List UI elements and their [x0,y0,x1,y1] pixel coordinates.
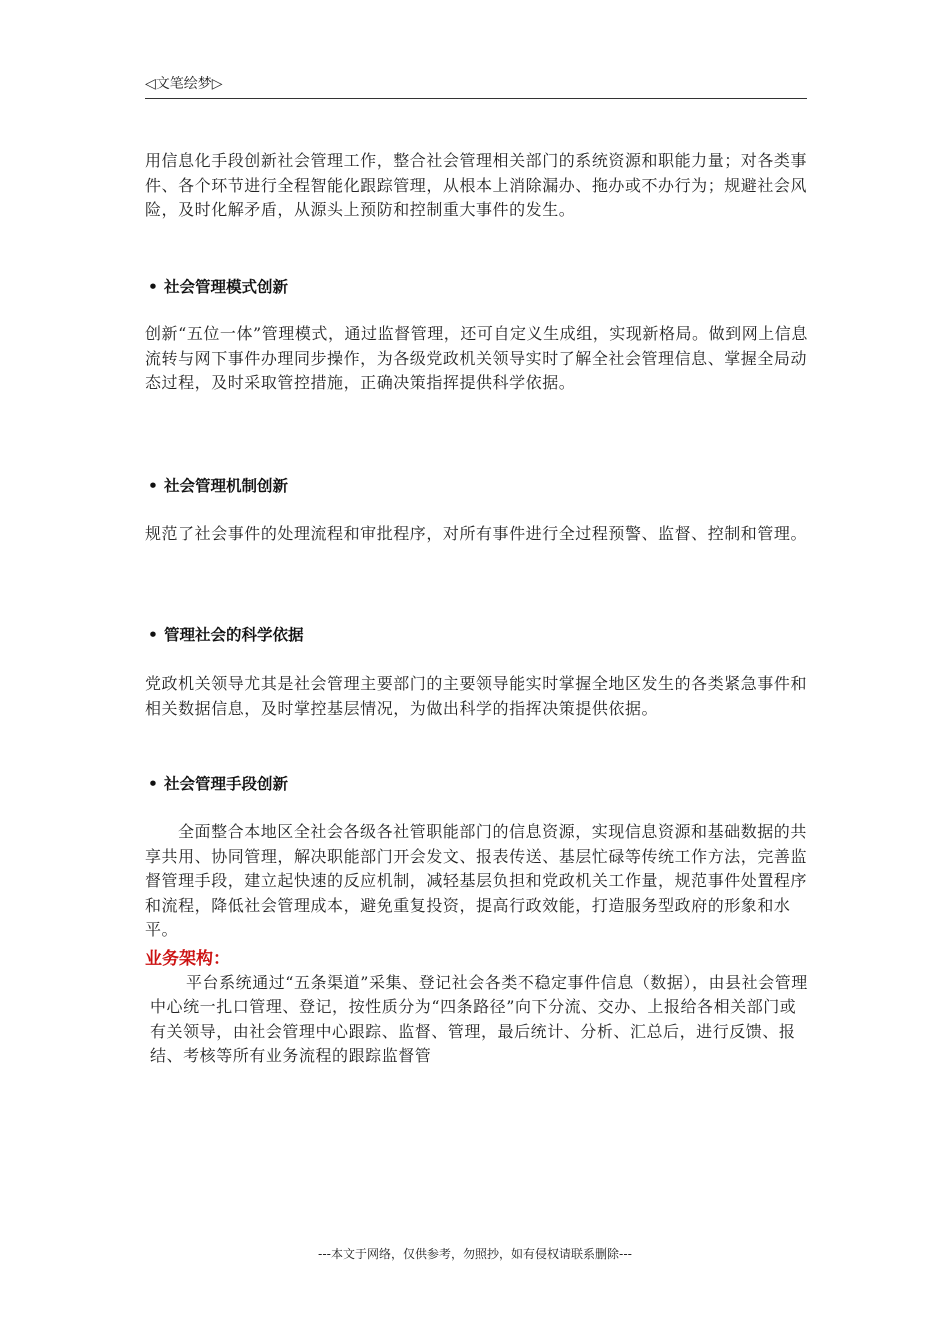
heading-text: 社会管理机制创新 [164,477,289,495]
means-paragraph: 全面整合本地区全社会各级各社管职能部门的信息资源，实现信息资源和基础数据的共享共用、协同管理，解决职能部门开会发文、报表传送、基层忙碌等传统工作方法，完善监督管理手段，建立起快速的反应机制，减轻基层负担和党政机关工作量，规范事件处置程序和流程，降低社会管理成本，避免重复投资，提高行政效能，打造服务型政府的形象和水平。 [145,822,808,939]
header-title: ◁文笔绘梦▷ [145,76,223,92]
heading-scientific-basis [148,624,304,646]
heading-means-innovation [148,773,288,795]
business-paragraph: 平台系统通过“五条渠道”采集、登记社会各类不稳定事件信息（数据），由县社会管理中心统一扎口管理、登记，按性质分为“四条路径”向下分流、交办、上报给各相关部门或有关领导，由社会管理中心跟踪、监督、管理，最后统计、分析、汇总后，进行反馈、报结、考核等所有业务流程的跟踪监督管 [150,973,808,1065]
heading-text: 管理社会的科学依据 [164,626,304,644]
bullet-icon: • [148,626,158,644]
bullet-icon: • [148,775,158,793]
business-architecture-title: 业务架构： [145,949,230,969]
basis-paragraph: 党政机关领导尤其是社会管理主要部门的主要领导能实时掌握全地区发生的各类紧急事件和相关数据信息，及时掌控基层情况，为做出科学的指挥决策提供依据。 [145,674,808,718]
page-footer: ---本文于网络，仅供参考，勿照抄，如有侵权请联系删除--- [318,1247,632,1261]
heading-mode-innovation [148,276,288,298]
bullet-icon: • [148,278,158,296]
heading-text: 社会管理手段创新 [164,775,289,793]
heading-text: 社会管理模式创新 [164,278,289,296]
heading-mechanism-innovation [148,475,288,497]
bullet-icon: • [148,477,158,495]
mode-paragraph: 创新“五位一体”管理模式，通过监督管理，还可自定义生成组，实现新格局。做到网上信息流转与网下事件办理同步操作，为各级党政机关领导实时了解全社会管理信息、掌握全局动态过程，及时采取管控措施，正确决策指挥提供科学依据。 [145,324,808,392]
intro-paragraph: 用信息化手段创新社会管理工作，整合社会管理相关部门的系统资源和职能力量；对各类事件、各个环节进行全程智能化跟踪管理，从根本上消除漏办、拖办或不办行为；规避社会风险，及时化解矛盾，从源头上预防和控制重大事件的发生。 [145,151,808,219]
mechanism-paragraph: 规范了社会事件的处理流程和审批程序，对所有事件进行全过程预警、监督、控制和管理。 [145,524,808,543]
page-header [145,74,807,99]
